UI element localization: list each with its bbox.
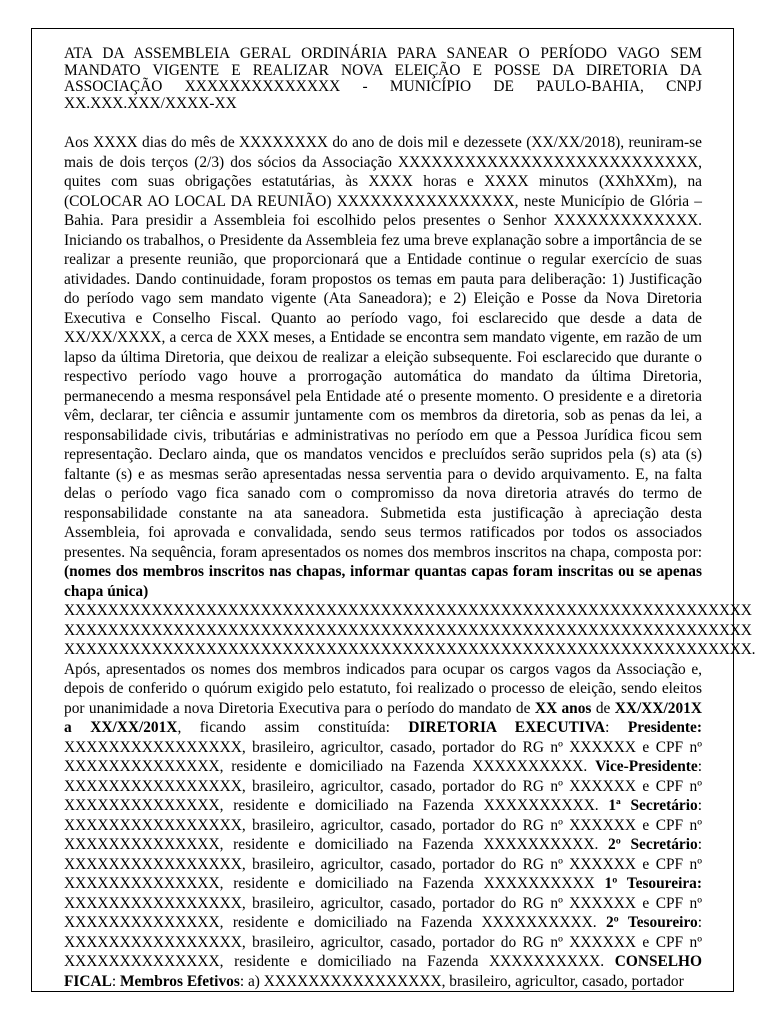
bold-text-run: 1ª Secretário [608,797,698,814]
placeholder-line: XXXXXXXXXXXXXXXXXXXXXXXXXXXXXXXXXXXXXXXXXXXXXXXXXXXXXXXXXXXXXXX [64,602,752,619]
text-run: : XXXXXXXXXXXXXXXX, brasileiro, agricultor, casado, portador do RG nº XXXXXX e CPF nº XXXXXXXXXXXXXX, residente e domiciliado na Fazenda XXXXXXXXXX. [64,797,702,853]
text-run: : XXXXXXXXXXXXXXXX, brasileiro, agricultor, casado, portador do RG nº XXXXXX e CPF nº XXXXXXXXXXXXXX, residente e domiciliado na Fazenda XXXXXXXXXX. [64,914,702,970]
document-body [64,45,756,991]
text-run: : [605,719,628,736]
text-run: : a) XXXXXXXXXXXXXXXX, brasileiro, agricultor, casado, portador [239,972,684,990]
bold-text-run: Membros Efetivos [120,972,240,990]
text-run: Aos XXXX dias do mês de XXXXXXXX do ano de dois mil e dezessete (XX/XX/2018), reuniram-se mais de dois terços (2/3) dos sócios da Associação XXXXXXXXXXXXXXXXXXXXXXXXXXX, quites com suas obrigações estatutárias, às XXXX horas e XXXX minutos (XXhXXm), na (COLOCAR AO LOCAL DA REUNIÃO) XXXXXXXXXXXXXXXX, neste Município de Glória – Bahia. Para presidir a Assembleia foi escolhido pelos presentes o Senhor XXXXXXXXXXXXX. Iniciando os trabalhos, o Presidente da Assembleia fez uma breve explanação sobre a importância de se realizar a presente reunião, que proporcionará que a Entidade continue o regular exercício de suas atividades. Dando continuidade, foram propostos os temas em pauta para deliberação: 1) Justificação do período vago sem mandato vigente (Ata Saneadora); e 2) Eleição e Posse da Nova Diretoria Executiva e Conselho Fiscal. Quanto ao período vago, foi esclarecido que desde a data de XX/XX/XXXX, a cerca de XXX meses, a Entidade se encontra sem mandato vigente, em razão de um lapso da última Diretoria, que deixou de realizar a eleição subsequente. Foi esclarecido que durante o respectivo período vago houve a prorrogação automática do mandato da última Diretoria, permanecendo a mesma responsável pela Entidade até o presente momento. O presidente e a diretoria vêm, declarar, ter ciência e assumir juntamente com os membros da diretoria, sob as penas da lei, a responsabilidade civis, tributárias e administrativas no período em que a Pessoa Jurídica ficou sem representação. Declaro ainda, que os mandatos vencidos e precluídos serão supridos pela (s) ata (s) faltante (s) e as mesmas serão apresentadas nessa serventia para o devido arquivamento. E, na falta delas o período vago fica sanado com o compromisso da nova diretoria através do termo de responsabilidade constante na ata saneadora. Submetida esta justificação à apreciação desta Assembleia, foi aprovada e convalidada, sendo seus termos ratificados por todos os associados presentes. Na sequência, foram apresentados os nomes dos membros inscritos na chapa, composta por: [64,134,702,561]
text-run: de [591,699,615,717]
placeholder-line: XXXXXXXXXXXXXXXXXXXXXXXXXXXXXXXXXXXXXXXXXXXXXXXXXXXXXXXXXXXXXXX. [64,641,756,658]
bold-text-run: XX anos [534,699,592,717]
candidate-list-placeholder [64,601,756,660]
bold-text-run: Vice-Presidente [595,758,698,775]
text-run: , ficando assim constituída: [177,719,409,736]
bold-text-run: (nomes dos membros inscritos nas chapas, informar quantas capas foram inscritas ou se apenas chapa única) [64,563,702,600]
text-run: : [111,972,121,990]
text-run: : XXXXXXXXXXXXXXXX, brasileiro, agricultor, casado, portador do RG nº XXXXXX e CPF nº XXXXXXXXXXXXXX, residente e domiciliado na Fazenda XXXXXXXXXX [64,836,702,892]
bold-text-run: XX/XX/201X a XX/XX/201X [64,699,702,736]
text-run: XXXXXXXXXXXXXXXX, brasileiro, agricultor, casado, portador do RG nº XXXXXX e CPF nº XXXXXXXXXXXXXX, residente e domiciliado na Fazenda XXXXXXXXXX. [64,894,702,931]
paragraph-opening [64,134,702,600]
bold-text-run: 2º Secretário [608,836,698,853]
text-run: Após, apresentados os nomes dos membros indicados para ocupar os cargos vagos da Associação e, depois de conferido o quórum exigido pelo estatuto, foi realizado o processo de eleição, sendo eleitos por unanimidade a nova Diretoria Executiva para o período do mandato de [64,660,702,717]
bold-text-run: CONSELHO FICAL [64,953,702,990]
paragraph-election [64,661,702,990]
bold-text-run: Presidente: [627,719,702,736]
minutes-text [64,133,756,991]
text-run: : XXXXXXXXXXXXXXXX, brasileiro, agricultor, casado, portador do RG nº XXXXXX e CPF nº XXXXXXXXXXXXXX, residente e domiciliado na Fazenda XXXXXXXXXX. [64,758,702,814]
bold-text-run: 2º Tesoureiro [605,914,698,931]
text-run: XXXXXXXXXXXXXXXX, brasileiro, agricultor, casado, portador do RG nº XXXXXX e CPF nº XXXXXXXXXXXXXX, residente e domiciliado na Fazenda XXXXXXXXXX. [64,738,702,775]
bold-text-run: 1º Tesoureira: [604,875,702,892]
bold-text-run: DIRETORIA EXECUTIVA [408,719,606,736]
placeholder-line: XXXXXXXXXXXXXXXXXXXXXXXXXXXXXXXXXXXXXXXXXXXXXXXXXXXXXXXXXXXXXXX [64,621,752,639]
document-title: ATA DA ASSEMBLEIA GERAL ORDINÁRIA PARA SANEAR O PERÍODO VAGO SEM MANDATO VIGENTE E REALIZAR NOVA ELEIÇÃO E POSSE DA DIRETORIA DA ASSOCIAÇÃO XXXXXXXXXXXXXX - MUNICÍPIO DE PAULO-BAHIA, CNPJ XX.XXX.XXX/XXXX-XX [64,45,702,112]
